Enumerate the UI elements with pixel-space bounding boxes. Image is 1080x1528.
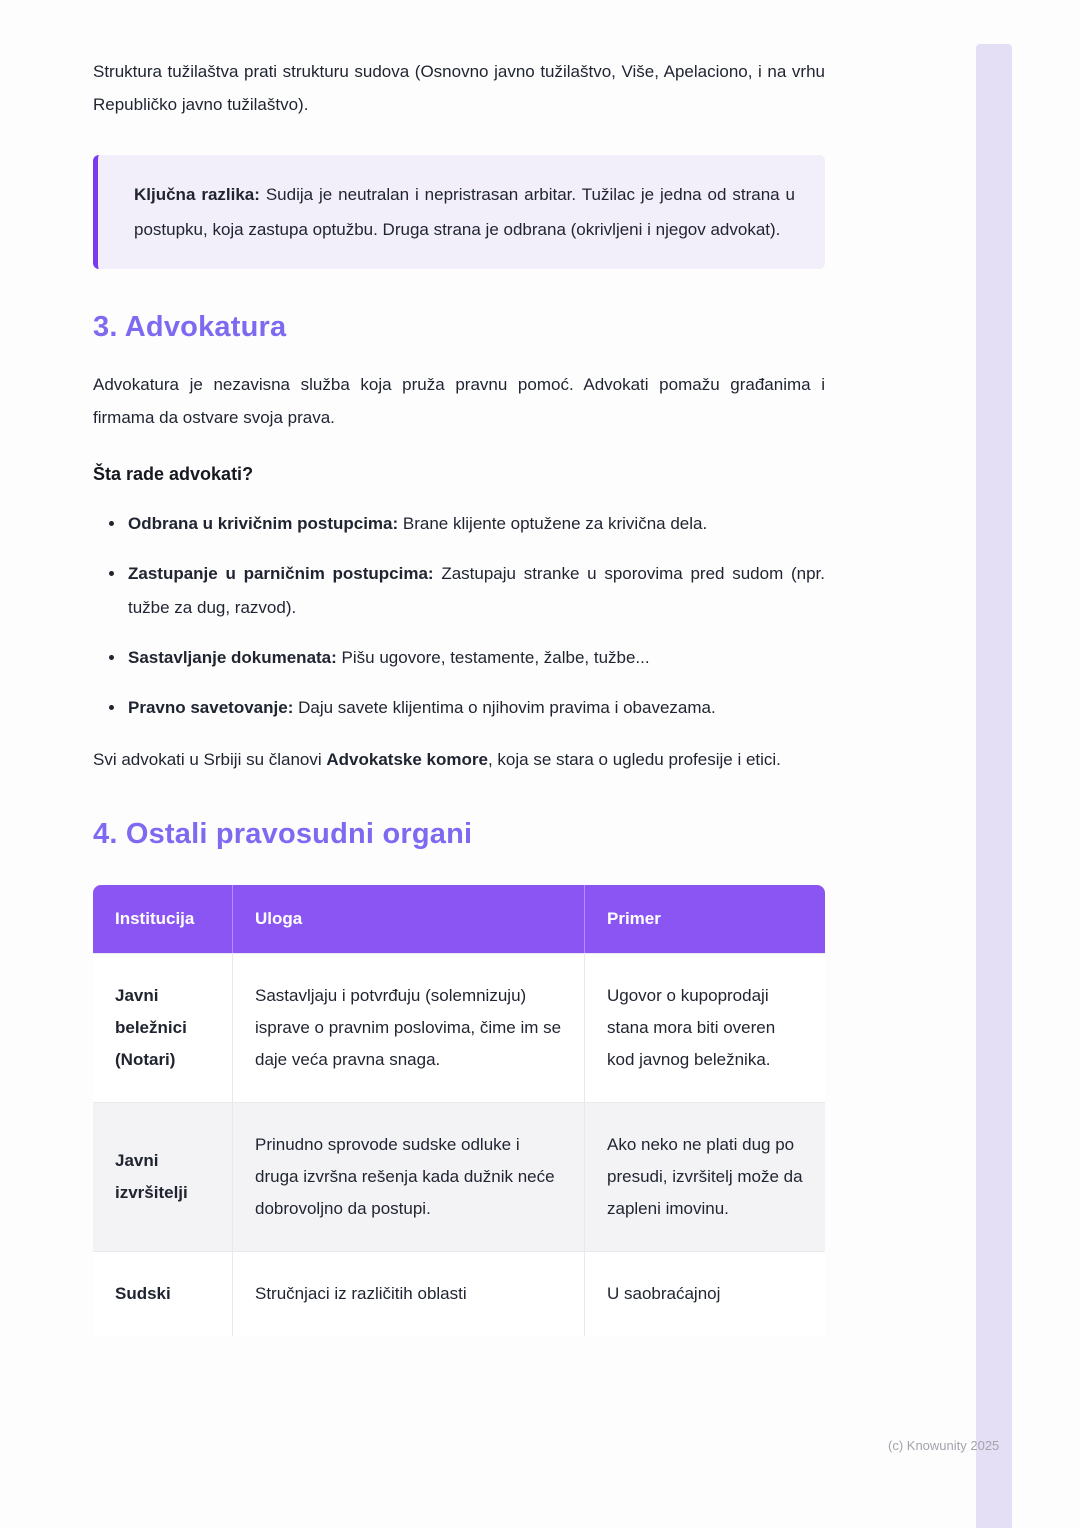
page-edge-strip <box>976 44 1012 1528</box>
list-item-text: Daju savete klijentima o njihovim pravima i obavezama. <box>293 698 716 717</box>
list-item-text: Pišu ugovore, testamente, žalbe, tužbe... <box>336 648 650 667</box>
list-item-lead: Zastupanje u parničnim postupcima: <box>128 564 434 583</box>
cell-example: U saobraćajnoj <box>584 1251 825 1336</box>
cell-role: Prinudno sprovode sudske odluke i druga izvršna rešenja kada dužnik neće dobrovoljno da postupi. <box>232 1102 584 1251</box>
callout-lead: Ključna razlika: <box>134 185 260 204</box>
column-header-uloga: Uloga <box>232 885 584 953</box>
closing-bold: Advokatske komore <box>326 750 488 769</box>
table-row <box>93 953 825 1102</box>
list-item-lead: Pravno savetovanje: <box>128 698 294 717</box>
judicial-organs-table <box>93 885 825 1336</box>
list-item-text: Zastupaju stranke u sporovima pred sudom (npr. tužbe za dug, razvod). <box>128 564 825 617</box>
table-row <box>93 1102 825 1251</box>
knowunity-watermark: (c) Knowunity 2025 <box>888 1438 1000 1453</box>
cell-role: Sastavljaju i potvrđuju (solemnizuju) isprave o pravnim poslovima, čime im se daje veća pravna snaga. <box>232 953 584 1102</box>
cell-example: Ako neko ne plati dug po presudi, izvršitelj može da zapleni imovinu. <box>584 1102 825 1251</box>
list-item-lead: Odbrana u krivičnim postupcima: <box>128 514 399 533</box>
intro-paragraph: Struktura tužilaštva prati strukturu sudova (Osnovno javno tužilaštvo, Više, Apelaciono, i na vrhu Republičko javno tužilaštvo). <box>93 62 825 114</box>
section-3-closing <box>93 743 825 776</box>
closing-post: , koja se stara o ugledu profesije i etici. <box>487 750 781 769</box>
cell-example: Ugovor o kupoprodaji stana mora biti overen kod javnog beležnika. <box>584 953 825 1102</box>
cell-institution: Javni izvršitelji <box>93 1102 232 1251</box>
list-item-lead: Sastavljanje dokumenata: <box>128 648 337 667</box>
callout-text: Sudija je neutralan i nepristrasan arbitar. Tužilac je jedna od strana u postupku, koja zastupa optužbu. Druga strana je odbrana (okrivljeni i njegov advokat). <box>134 185 796 239</box>
section-3-heading: 3. Advokatura <box>93 311 287 343</box>
list-item <box>126 557 825 625</box>
closing-pre: Svi advokati u Srbiji su članovi <box>93 750 327 769</box>
key-difference-callout <box>93 155 825 269</box>
column-header-primer: Primer <box>584 885 825 953</box>
table-header-row <box>93 885 825 953</box>
cell-institution: Javni beležnici (Notari) <box>93 953 232 1102</box>
document-content <box>93 55 825 1336</box>
cell-role: Stručnjaci iz različitih oblasti <box>232 1251 584 1336</box>
list-item <box>126 691 825 725</box>
table-row <box>93 1251 825 1336</box>
column-header-institucija: Institucija <box>93 885 232 953</box>
list-item <box>126 641 825 675</box>
list-item <box>126 507 825 541</box>
cell-institution: Sudski <box>93 1251 232 1336</box>
list-item-text: Brane klijente optužene za krivična dela. <box>398 514 708 533</box>
section-3-intro: Advokatura je nezavisna služba koja pruža pravnu pomoć. Advokati pomažu građanima i firmama da ostvare svoja prava. <box>93 375 825 427</box>
section-4-heading: 4. Ostali pravosudni organi <box>93 818 473 850</box>
advocate-duties-list <box>93 507 825 725</box>
section-3-subheading: Šta rade advokati? <box>93 464 254 484</box>
